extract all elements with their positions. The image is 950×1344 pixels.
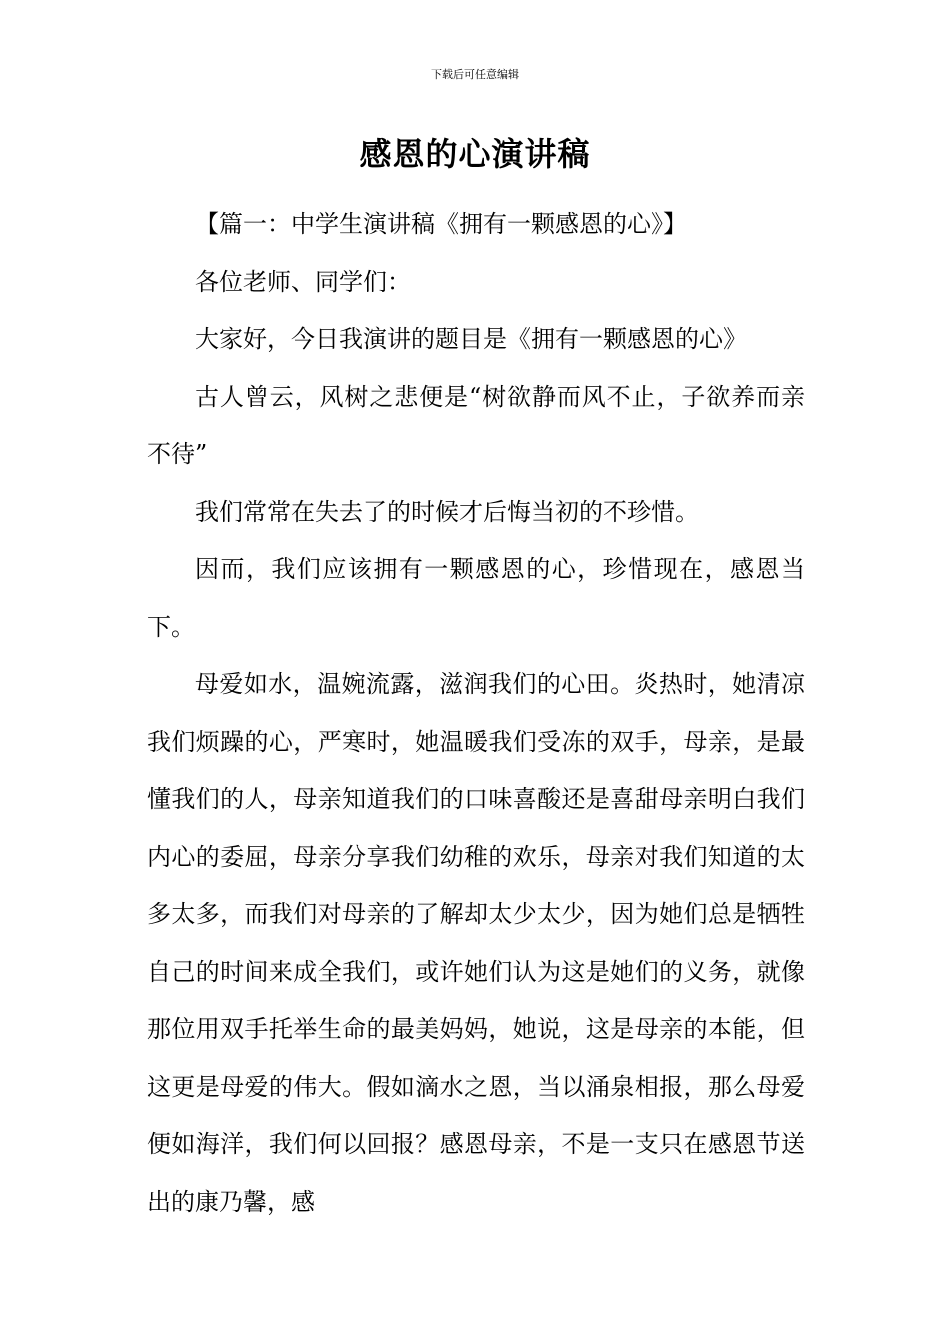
- header-note: 下载后可任意编辑: [431, 68, 519, 81]
- paragraph: 各位老师、同学们：: [195, 267, 411, 296]
- paragraph: 我们常常在失去了的时候才后悔当初的不珍惜。: [195, 497, 699, 526]
- paragraph: 大家好，今日我演讲的题目是《拥有一颗感恩的心》: [195, 325, 747, 353]
- document-title: 感恩的心演讲稿: [359, 135, 591, 173]
- paragraph: 因而，我们应该拥有一颗感恩的心，珍惜现在，感恩当下。: [147, 555, 805, 641]
- paragraph: 母爱如水，温婉流露，滋润我们的心田。炎热时，她清凉我们烦躁的心，严寒时，她温暖我们受冻的双手，母亲，是最懂我们的人，母亲知道我们的口味喜酸还是喜甜母亲明白我们内心的委屈，母亲分享我们幼稚的欢乐，母亲对我们知道的太多太多，而我们对母亲的了解却太少太少，因为她们总是牺牲自己的时间来成全我们，或许她们认为这是她们的义务，就像那位用双手托举生命的最美妈妈，她说，这是母亲的本能，但这更是母爱的伟大。假如滴水之恩，当以涌泉相报，那么母爱便如海洋，我们何以回报？感恩母亲，不是一支只在感恩节送出的康乃馨，感: [147, 670, 805, 1216]
- document-body: [147, 196, 805, 1231]
- paragraph: 古人曾云，风树之悲便是“树欲静而风不止，子欲养而亲不待”: [147, 382, 805, 468]
- paragraph: 【篇一：中学生演讲稿《拥有一颗感恩的心》】: [195, 210, 687, 238]
